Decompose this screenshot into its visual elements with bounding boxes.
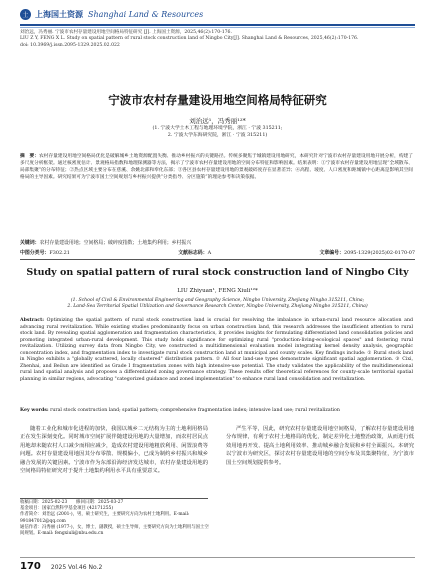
- authors-cn: 刘治远¹，冯秀丽¹²*: [189, 117, 246, 125]
- body-column-right: 严生平等，因此，研究农村存量建设用地空间格局，了解农村存量建设用地分布规律，有利于农村土地格局的优化，制定差异化土地整治政策，从而进行低效用地再开发、提高土地利用效率、推动城乡融合发展和乡村全面振兴。本研究以宁波市为研究区，探讨农村存量建设用地的空间分布及其集聚特征，为宁波市国土空间规划提供参考。: [226, 426, 414, 466]
- journal-name-en: Shanghai Land & Resources: [88, 9, 204, 19]
- article-title-en: Study on spatial pattern of rural stock construction land of Ningbo City: [26, 267, 409, 278]
- citation-block: [20, 30, 415, 49]
- footnote-funding: 基金项目：国家自然科学基金项目 (42171255): [20, 506, 114, 512]
- article-no-value: 2095-1329(2025)02-0170-07: [343, 250, 415, 256]
- abstract-en-label: Abstract:: [20, 318, 44, 323]
- article-no-label: 文章编号：: [319, 250, 344, 256]
- keywords-cn-text: 农村存量建设用地；空间格局；破碎度指数；土地集约利用；乡村振兴: [39, 240, 192, 246]
- citation-cn: 刘治远，冯秀丽. 宁波市农村存量建设用地空间格局特征研究 [J]. 上海国土资源，2025,46(2):170-176.: [20, 30, 232, 35]
- clc-group: [20, 249, 70, 256]
- citation-doi[interactable]: doi: 10.3969/j.issn.2095-1329.2025.02.022: [20, 42, 120, 48]
- doc-code-value: A: [207, 250, 212, 256]
- footnote-author: 作者简介：刘治远 (2001-)，男，硕士研究生，主要研究方向为农村土地利用。E-mail: 991847012@qq.com: [20, 512, 190, 524]
- footer-rule: [20, 557, 415, 558]
- header-rule: [20, 24, 415, 26]
- journal-header: [20, 6, 415, 22]
- keywords-en-label: Key words:: [20, 408, 49, 413]
- clc-label: 中图分类号：: [20, 250, 50, 256]
- doc-code-group: [178, 249, 211, 256]
- journal-volume-info: 2025 Vol.46 No.2: [50, 564, 103, 571]
- abstract-en-text: Optimizing the spatial pattern of rural stock construction land is crucial for resolving the imbalance in urban-rural land resource allocation and advancing rural revitalization. While existing studies predominantly focus on urban construction land, this research addresses the insufficient attention to rural stock land. By revealing spatial agglomeration and fragmentation characteristics, it provides insights for formulating differentiated land consolidation policies and promoting integrated urban-rural development. This study holds significance for optimizing rural "production-living-ecological spaces" and fostering rural revitalization. Utilizing survey data from Ningbo City, we constructed a multidimensional evaluation model integrating kernel density analysis, geographic concentration index, and fragmentation index to investigate rural stock construction land at municipal and county scales. Key findings include: ① Rural stock land in Ningbo exhibits a "globally scattered, locally clustered" distribution pattern. ② All four land-use types demonstrate significant spatial agglomeration. ③ Cixi, Zhenhai, and Beilun are identified as Grade Ⅰ fragmentation zones with high intensive-use potential. The study validates the applicability of the multidimensional rural land spatial analysis and proposes a differentiated zoning governance strategy. These results offer theoretical references for county-scale territorial spatial planning in similar regions, advocating "categorized guidance and zoned implementation" to enhance rural land consolidation and revitalization.: [20, 318, 413, 382]
- abstract-cn-label: 摘 要：: [20, 154, 39, 159]
- abstract-en: [20, 318, 413, 383]
- footnotes: [20, 500, 212, 537]
- article-no-group: [320, 249, 415, 256]
- doc-code-label: 文献标志码：: [178, 250, 208, 256]
- keywords-en: [20, 408, 413, 415]
- authors-en: LIU Zhiyuan¹, FENG Xiuli¹²*: [177, 288, 258, 294]
- journal-name-cn: 上海国土资源: [35, 9, 83, 19]
- affiliation-cn-2: 2. 宁波大学东海研究院，浙江 · 宁波 315211): [167, 132, 268, 138]
- keywords-en-text: rural stock construction land; spatial pattern; comprehensive fragmentation index; intensive land use; rural revitalization: [50, 408, 340, 413]
- footnote-rule: [20, 498, 208, 499]
- affiliations-en: [20, 298, 415, 311]
- footnote-corresponding: 通信作者：冯秀丽 (1977-)，女，博士，副教授，硕士生导师，主要研究方向为土地利用与国土空间规划。E-mail: fengxiuli@nbu.edu.cn: [20, 524, 209, 537]
- affiliation-en-2: 2. Land-Sea Territorial Spatial Utilization and Governance Research Center, Ningbo University, Zhejiang Ningbo 315211, China): [67, 304, 368, 310]
- page-number: 170: [20, 561, 41, 572]
- abstract-cn: [20, 153, 413, 181]
- section-divider: [20, 259, 415, 260]
- page-footer: [20, 561, 102, 572]
- article-title-cn: 宁波市农村存量建设用地空间格局特征研究: [108, 93, 327, 107]
- body-column-left: 随着工业化和城市化进程的加快，我国以城乡二元结构为主的土地利用格局正在发生深刻变化。同时城市空间扩展伴随建设用地的大量增加，而农村居民点用地却未随农村人口减少而相应减少，造成农村建设用地粗放利用、闲置浪费等问题。农村存量建设用地因其分布零散、规模偏小，已成为制约乡村振兴和城乡融合发展的关键因素。宁波市作为东部沿海经济发达城市，农村存量建设用地的空间格局特征研究对于提升土地集约利用水平具有重要意义。: [20, 426, 208, 475]
- footnote-received: 收稿日期：2025-02-23 修回日期：2025-03-27: [20, 500, 124, 505]
- journal-logo-icon: 土: [20, 9, 31, 20]
- header-rule-thin: [20, 27, 415, 28]
- clc-value: F302.21: [49, 250, 70, 256]
- keywords-cn-label: 关键词：: [20, 240, 40, 246]
- abstract-cn-text: 农村存量建设用地空间格局优化是破解城乡土地资源配置失衡、推动乡村振兴的关键路径。传统多聚焦于城镇建设用地研究，本研究针对宁波市农村存量建设用地开展分析，构建了多尺度分析框架。通过核密度估计、景观格局指数和地理探测器等方法，揭示了宁波市农村存量建设用地的空间分布特征和影响因素。结果表明：①宁波市农村存量建设用地呈现“全域散布、局部集聚”的分布特征；②热点区域主要分布在慈溪、余姚北部和奉化东部；③各区县农村存量建设用地的景观破碎度存在显著差异；④高程、坡度、人口密度和距城镇中心距离是影响其空间格局的主导因素。研究结果可为宁波市国土空间规划与乡村振兴提供“分类指导、分区施策”的理论参考和决策依据。: [20, 154, 413, 180]
- keywords-cn: [20, 240, 415, 247]
- affiliation-cn-1: (1. 宁波大学土木工程与地理环境学院，浙江 · 宁波 315211;: [152, 126, 283, 131]
- classification-line: [20, 249, 415, 256]
- affiliations-cn: [20, 126, 415, 139]
- affiliation-en-1: (1. School of Civil & Environmental Engineering and Geography Science, Ningbo University, Zhejiang Ningbo 315211, China;: [70, 298, 365, 303]
- citation-en: LIU Z Y, FENG X L. Study on spatial pattern of rural stock construction land of Ningbo City[J]. Shanghai Land & Resources, 2025,46(2):170-176.: [20, 36, 359, 42]
